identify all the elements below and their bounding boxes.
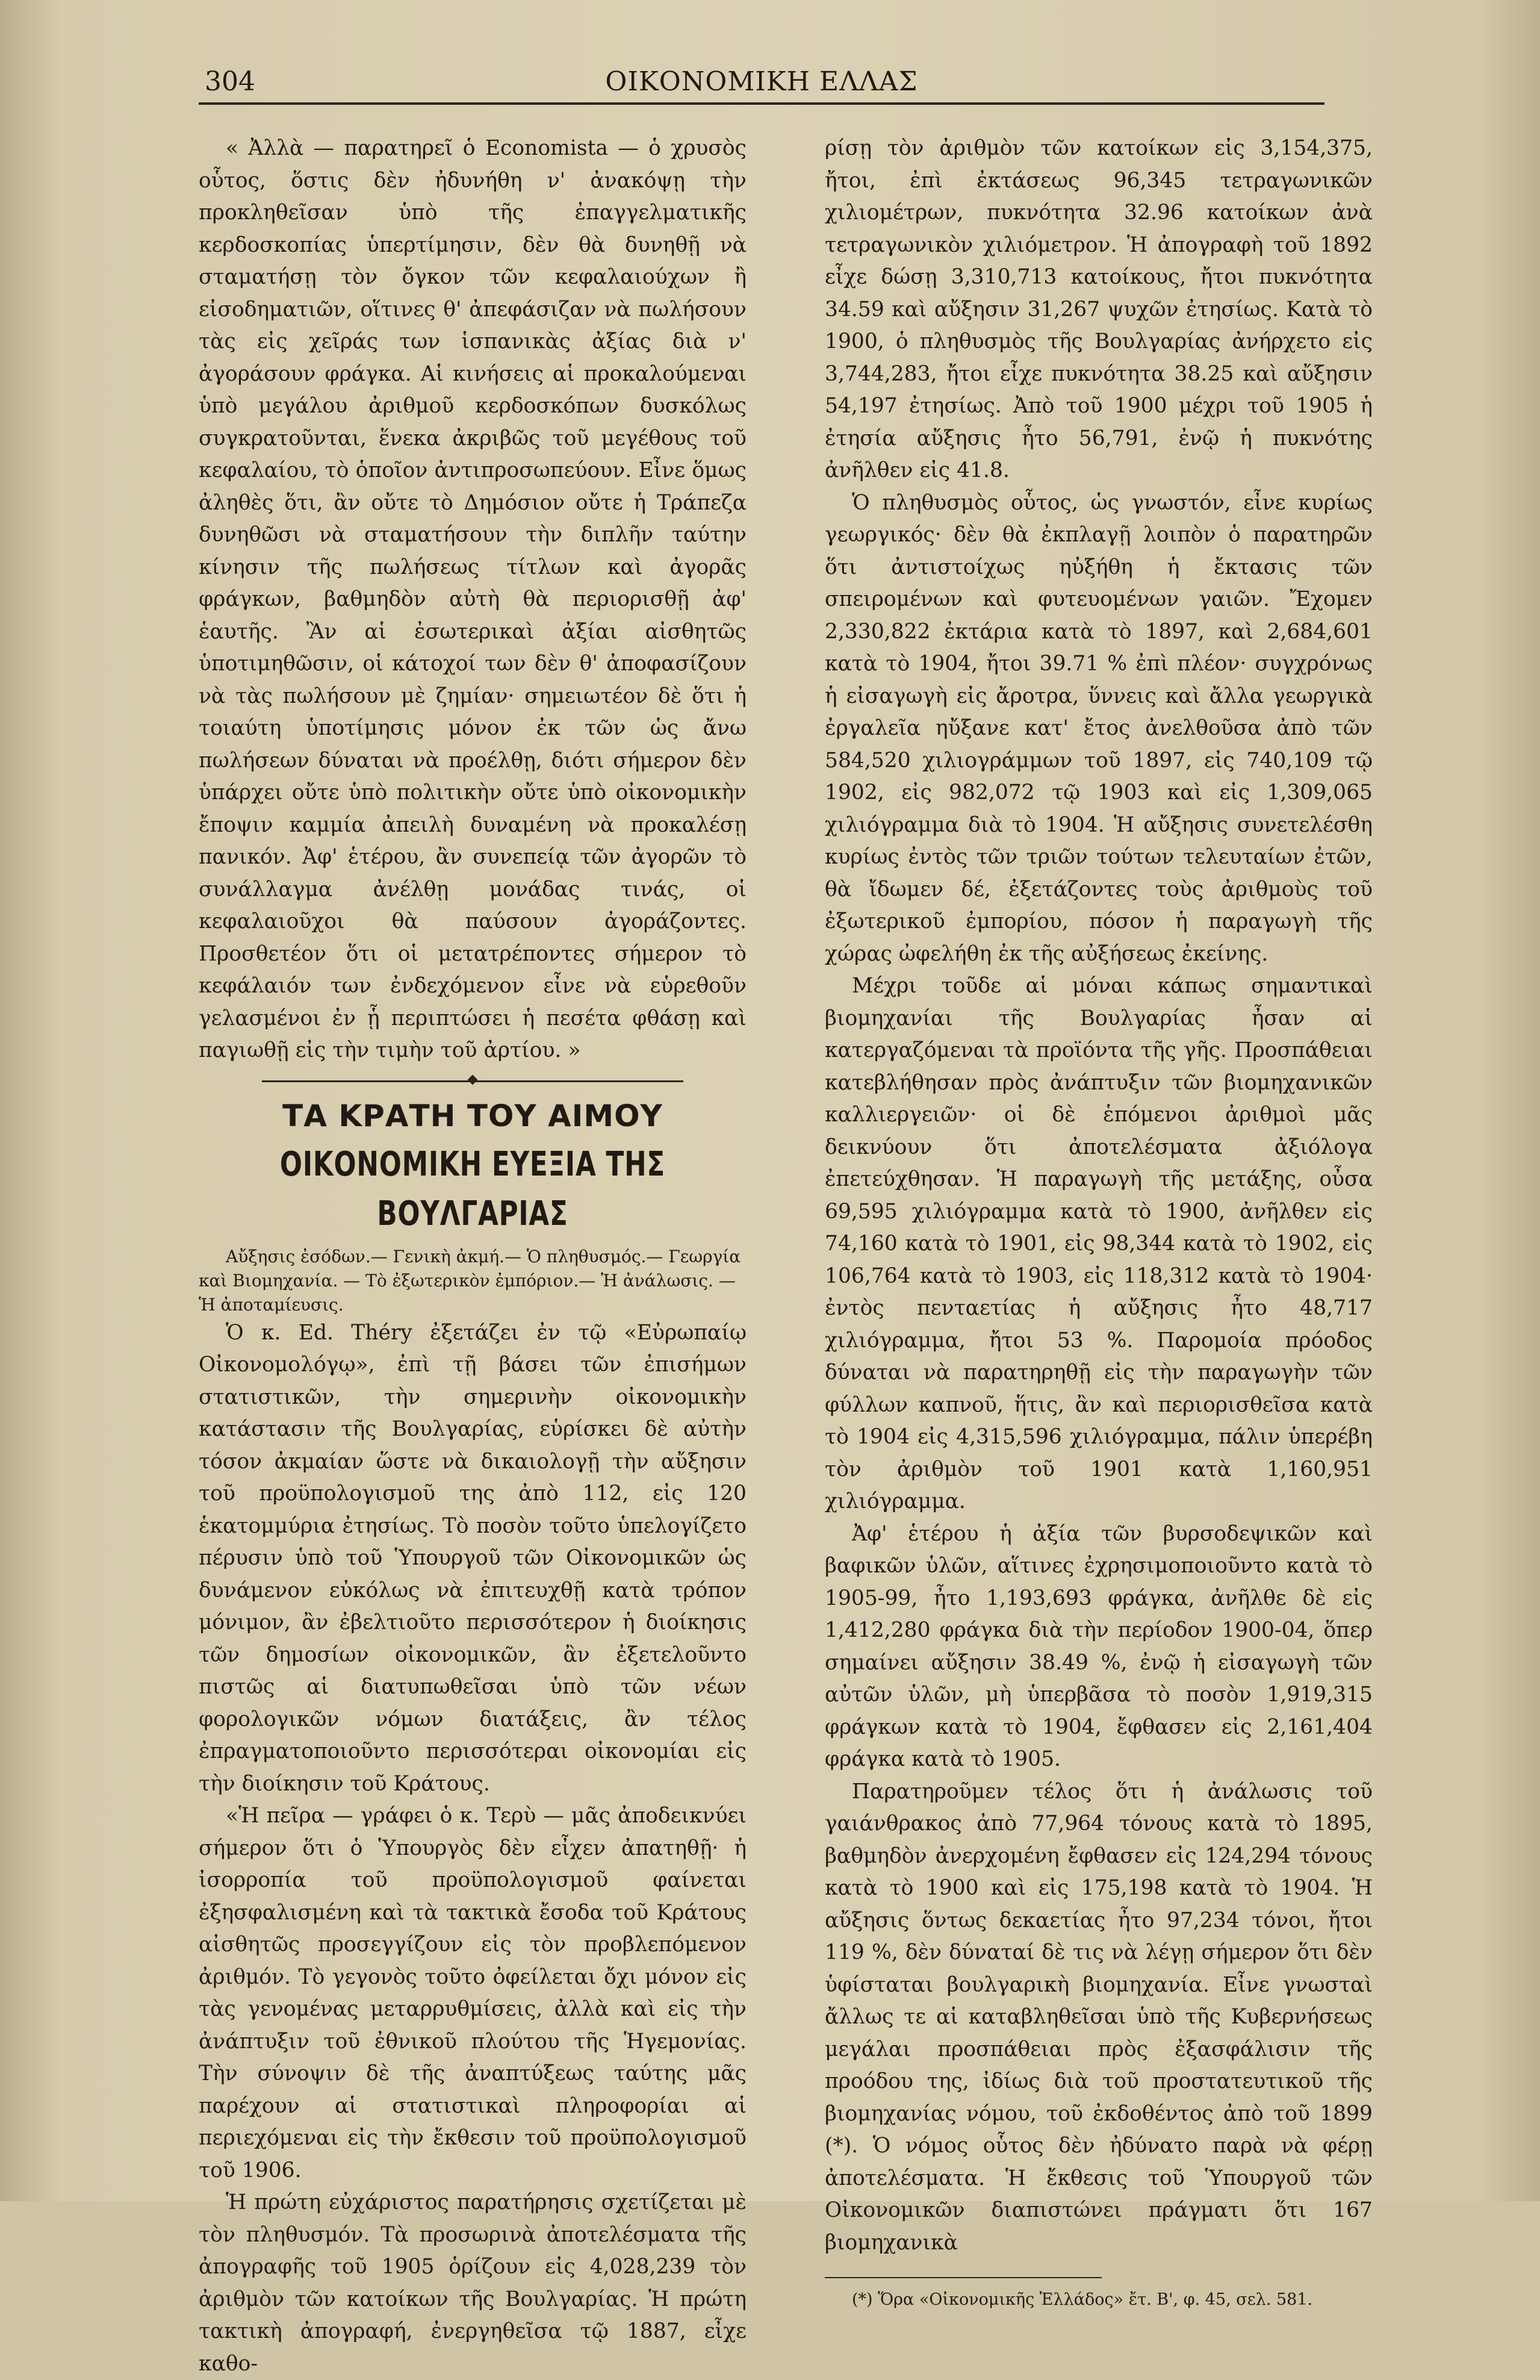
page-number: 304 <box>205 66 255 97</box>
body-paragraph: «Ἡ πεῖρα — γράφει ὁ κ. Τερὺ — μᾶς ἀποδεικνύει σήμερον ὅτι ὁ Ὑπουργὸς δὲν εἶχεν ἀπατηθῇ· ἡ ἰσορροπία τοῦ προϋπολογισμοῦ φαίνεται ἐξησφαλισμένη καὶ τὰ τακτικὰ ἔσοδα τοῦ Κράτους αἰσθητῶς προσεγγίζουν εἰς τὸν προβλεπόμενον ἀριθμόν. Τὸ γεγονὸς τοῦτο ὀφείλεται ὄχι μόνον εἰς τὰς γενομένας μεταρρυθμίσεις, ἀλλὰ καὶ εἰς τὴν ἀνάπτυξιν τοῦ ἐθνικοῦ πλούτου τῆς Ἡγεμονίας. Τὴν σύνοψιν δὲ τῆς ἀναπτύξεως ταύτης μᾶς παρέχουν αἱ στατιστικαὶ πληροφορίαι αἱ περιεχόμεναι εἰς τὴν ἔκθεσιν τοῦ προϋπολογισμοῦ τοῦ 1906. <box>199 1804 747 2182</box>
running-head: ΟΙΚΟΝΟΜΙΚΗ ΕΛΛΑΣ <box>605 66 918 97</box>
footnote-rule <box>825 2277 1102 2278</box>
page-header <box>199 66 1324 105</box>
right-column <box>825 132 1373 2312</box>
body-paragraph: Ἀφ' ἑτέρου ἡ ἀξία τῶν βυρσοδεψικῶν καὶ βαφικῶν ὑλῶν, αἵτινες ἐχρησιμοποιοῦντο κατὰ τὸ 1905-99, ἦτο 1,193,693 φράγκα, ἀνῆλθε δὲ εἰς 1,412,280 φράγκα διὰ τὴν περίοδον 1900-04, ὅπερ σημαίνει αὔξησιν 38.49 %, ἐνῷ ἡ εἰσαγωγὴ τῶν αὐτῶν ὑλῶν, μὴ ὑπερβᾶσα τὸ ποσὸν 1,919,315 φράγκων κατὰ τὸ 1904, ἔφθασεν εἰς 2,161,404 φράγκα κατὰ τὸ 1905. <box>825 1521 1373 1771</box>
body-paragraph: Ὁ πληθυσμὸς οὗτος, ὡς γνωστόν, εἶνε κυρίως γεωργικός· δὲν θὰ ἐκπλαγῇ λοιπὸν ὁ παρατηρῶν ὅτι ἀντιστοίχως ηὐξήθη ἡ ἔκτασις τῶν σπειρομένων καὶ φυτευομένων γαιῶν. Ἔχομεν 2,330,822 ἐκτάρια κατὰ τὸ 1897, καὶ 2,684,601 κατὰ τὸ 1904, ἤτοι 39.71 % ἐπὶ πλέον· συγχρόνως ἡ εἰσαγωγὴ εἰς ἄροτρα, ὕννεις καὶ ἄλλα γεωργικὰ ἐργαλεῖα ηὔξανε κατ' ἔτος ἀνελθοῦσα ἀπὸ τῶν 584,520 χιλιογράμμων τοῦ 1897, εἰς 740,109 τῷ 1902, εἰς 982,072 τῷ 1903 καὶ εἰς 1,309,065 χιλιόγραμμα διὰ τὸ 1904. Ἡ αὔξησις συνετελέσθη κυρίως ἐντὸς τῶν τριῶν τούτων τελευταίων ἐτῶν, θὰ ἴδωμεν δέ, ἐξετάζοντες τοὺς ἀριθμοὺς τοῦ ἐξωτερικοῦ ἐμπορίου, πόσον ἡ παραγωγὴ τῆς χώρας ὠφελήθη ἐκ τῆς αὐξήσεως ἐκείνης. <box>825 490 1373 966</box>
body-paragraph: Ὁ κ. Ed. Théry ἐξετάζει ἐν τῷ «Εὐρωπαίῳ Οἰκονομολόγῳ», ἐπὶ τῇ βάσει τῶν ἐπισήμων στατιστικῶν, τὴν σημερινὴν οἰκονομικὴν κατάστασιν τῆς Βουλγαρίας, εὑρίσκει δὲ αὐτὴν τόσον ἀκμαίαν ὥστε νὰ δικαιολογῇ τὴν αὔξησιν τοῦ προϋπολογισμοῦ της ἀπὸ 112, εἰς 120 ἑκατομμύρια ἐτησίως. Τὸ ποσὸν τοῦτο ὑπελογίζετο πέρυσιν ὑπὸ τοῦ Ὑπουργοῦ τῶν Οἰκονομικῶν ὡς δυνάμενον εὐκόλως νὰ ἐπιτευχθῇ κατὰ τρόπον μόνιμον, ἂν ἐβελτιοῦτο περισσότερον ἡ διοίκησις τῶν δημοσίων οἰκονομικῶν, ἂν ἐξετελοῦντο πιστῶς αἱ διατυπωθεῖσαι ὑπὸ τῶν νέων φορολογικῶν νόμων διατάξεις, ἂν τέλος ἐπραγματοποιοῦντο περισσότεραι οἰκονομίαι εἰς τὴν διοίκησιν τοῦ Κράτους. <box>199 1320 747 1796</box>
body-paragraph: Ἡ πρώτη εὐχάριστος παρατήρησις σχετίζεται μὲ τὸν πληθυσμόν. Τὰ προσωρινὰ ἀποτελέσματα τῆς ἀπογραφῆς τοῦ 1905 ὁρίζουν εἰς 4,028,239 τὸν ἀριθμὸν τῶν κατοίκων τῆς Βουλγαρίας. Ἡ πρώτη τακτικὴ ἀπογραφή, ἐνεργηθεῖσα τῷ 1887, εἶχε καθο- <box>199 2190 747 2376</box>
body-paragraph: ρίσῃ τὸν ἀριθμὸν τῶν κατοίκων εἰς 3,154,375, ἤτοι, ἐπὶ ἐκτάσεως 96,345 τετραγωνικῶν χιλιομέτρων, πυκνότητα 32.96 κατοίκων ἀνὰ τετραγωνικὸν χιλιόμετρον. Ἡ ἀπογραφὴ τοῦ 1892 εἶχε δώσῃ 3,310,713 κατοίκους, ἤτοι πυκνότητα 34.59 καὶ αὔξησιν 31,267 ψυχῶν ἐτησίως. Κατὰ τὸ 1900, ὁ πληθυσμὸς τῆς Βουλγαρίας ἀνήρχετο εἰς 3,744,283, ἤτοι εἶχε πυκνότητα 38.25 καὶ αὔξησιν 54,197 ἐτησίως. Ἀπὸ τοῦ 1900 μέχρι τοῦ 1905 ἡ ἐτησία αὔξησις ἦτο 56,791, ἐνῷ ἡ πυκνότης ἀνῆλθεν εἰς 41.8. <box>825 136 1373 482</box>
divider-ornament <box>468 1074 478 1085</box>
economista-quote: « Ἀλλὰ — παρατηρεῖ ὁ Economista — ὁ χρυσὸς οὗτος, ὅστις δὲν ἠδυνήθη ν' ἀνακόψῃ τὴν προκληθεῖσαν ὑπὸ τῆς ἐπαγγελματικῆς κερδοσκοπίας ὑπερτίμησιν, δὲν θὰ δυνηθῇ νὰ σταματήσῃ τὸν ὄγκον τῶν κεφαλαιούχων ἢ εἰσοδηματιῶν, οἵτινες θ' ἀπεφάσιζαν νὰ πωλήσουν τὰς εἰς χεῖράς των ἱσπανικὰς ἀξίας διὰ ν' ἀγοράσουν φράγκα. Αἱ κινήσεις αἱ προκαλούμεναι ὑπὸ μεγάλου ἀριθμοῦ κερδοσκόπων δυσκόλως συγκρατοῦνται, ἕνεκα ἀκριβῶς τοῦ μεγέθους τοῦ κεφαλαίου, τὸ ὁποῖον ἀντιπροσωπεύουν. Εἶνε ὅμως ἀληθὲς ὅτι, ἂν οὔτε τὸ Δημόσιον οὔτε ἡ Τράπεζα δυνηθῶσι νὰ σταματήσουν τὴν διπλῆν ταύτην κίνησιν τῆς πωλήσεως τίτλων καὶ ἀγορᾶς φράγκων, βαθμηδὸν αὐτὴ θὰ περιορισθῇ ἀφ' ἑαυτῆς. Ἂν αἱ ἐσωτερικαὶ ἀξίαι αἰσθητῶς ὑποτιμηθῶσιν, οἱ κάτοχοί των δὲν θ' ἀποφασίζουν νὰ τὰς πωλήσουν μὲ ζημίαν· σημειωτέον δὲ ὅτι ἡ τοιαύτη ὑποτίμησις μόνον ἐκ τῶν ὡς ἄνω πωλήσεων δύναται νὰ προέλθῃ, διότι σήμερον δὲν ὑπάρχει οὔτε ὑπὸ πολιτικὴν οὔτε ὑπὸ οἰκονομικὴν ἔποψιν καμμία ἀπειλὴ δυναμένη νὰ προκαλέσῃ πανικόν. Ἀφ' ἑτέρου, ἂν συνεπείᾳ τῶν ἀγορῶν τὸ συνάλλαγμα ἀνέλθῃ μονάδας τινάς, οἱ κεφαλαιοῦχοι θὰ παύσουν ἀγοράζοντες. Προσθετέον ὅτι οἱ μετατρέποντες σήμερον τὸ κεφάλαιόν των ἐνδεχόμενον εἶνε νὰ εὑρεθοῦν γελασμένοι ἐν ᾗ περιπτώσει ἡ πεσέτα φθάσῃ καὶ παγιωθῇ εἰς τὴν τιμὴν τοῦ ἀρτίου. » <box>199 136 747 1062</box>
article-title: ΟΙΚΟΝΟΜΙΚΗ ΕΥΕΞΙΑ ΤΗΣ ΒΟΥΛΓΑΡΙΑΣ <box>279 1144 666 1233</box>
section-divider <box>262 1080 683 1082</box>
left-column <box>199 132 747 2380</box>
body-paragraph: Μέχρι τοῦδε αἱ μόναι κάπως σημαντικαὶ βιομηχανίαι τῆς Βουλγαρίας ἦσαν αἱ κατεργαζόμεναι τὰ προϊόντα τῆς γῆς. Προσπάθειαι κατεβλήθησαν πρὸς ἀνάπτυξιν τῶν βιομηχανικῶν καλλιεργειῶν· οἱ δὲ ἑπόμενοι ἀριθμοὶ μᾶς δεικνύουν ὅτι ἀποτελέσματα ἀξιόλογα ἐπετεύχθησαν. Ἡ παραγωγὴ τῆς μετάξης, οὖσα 69,595 χιλιόγραμμα κατὰ τὸ 1900, ἀνῆλθεν εἰς 74,160 κατὰ τὸ 1901, εἰς 98,344 κατὰ τὸ 1902, εἰς 106,764 κατὰ τὸ 1903, εἰς 118,312 κατὰ τὸ 1904· ἐντὸς πενταετίας ἡ αὔξησις ἦτο 48,717 χιλιόγραμμα, ἤτοι 53 %. Παρομοία πρόοδος δύναται νὰ παρατηρηθῇ εἰς τὴν παραγωγὴν τῶν φύλλων καπνοῦ, ἥτις, ἂν καὶ περιορισθεῖσα κατὰ τὸ 1904 εἰς 4,315,596 χιλιόγραμμα, πάλιν ὑπερέβη τὸν ἀριθμὸν τοῦ 1901 κατὰ 1,160,951 χιλιόγραμμα. <box>825 974 1373 1513</box>
section-title: ΤΑ ΚΡΑΤΗ ΤΟΥ ΑΙΜΟΥ <box>282 1098 663 1133</box>
article-subtitle: Αὔξησις ἐσόδων.— Γενικὴ ἀκμή.— Ὁ πληθυσμός.— Γεωργία καὶ Βιομηχανία. — Τὸ ἐξωτερικὸν ἐμπόριον.— Ἡ ἀνάλωσις. — Ἡ ἀποταμίευσις. <box>199 1246 741 1315</box>
body-paragraph: Παρατηροῦμεν τέλος ὅτι ἡ ἀνάλωσις τοῦ γαιάνθρακος ἀπὸ 77,964 τόνους κατὰ τὸ 1895, βαθμηδὸν ἀνερχομένη ἔφθασεν εἰς 124,294 τόνους κατὰ τὸ 1900 καὶ εἰς 175,198 κατὰ τὸ 1904. Ἡ αὔξησις ὅντως δεκαετίας ἦτο 97,234 τόνοι, ἤτοι 119 %, δὲν δύναταί δὲ τις νὰ λέγῃ σήμερον ὅτι δὲν ὑφίσταται βουλγαρικὴ βιομηχανία. Εἶνε γνωσταὶ ἄλλως τε αἱ καταβληθεῖσαι ὑπὸ τῆς Κυβερνήσεως μεγάλαι προσπάθειαι πρὸς ἐξασφάλισιν τῆς προόδου της, ἰδίως διὰ τοῦ προστατευτικοῦ τῆς βιομηχανίας νόμου, τοῦ ἐκδοθέντος ἀπὸ τοῦ 1899 (*). Ὁ νόμος οὗτος δὲν ἠδύνατο παρὰ νὰ φέρῃ ἀποτελέσματα. Ἡ ἔκθεσις τοῦ Ὑπουργοῦ τῶν Οἰκονομικῶν διαπιστώνει πράγματι ὅτι 167 βιομηχανικὰ <box>825 1779 1373 2255</box>
footnote: (*) Ὅρα «Οἰκονομικῆς Ἑλλάδος» ἔτ. Β', φ. 45, σελ. 581. <box>852 2290 1313 2309</box>
